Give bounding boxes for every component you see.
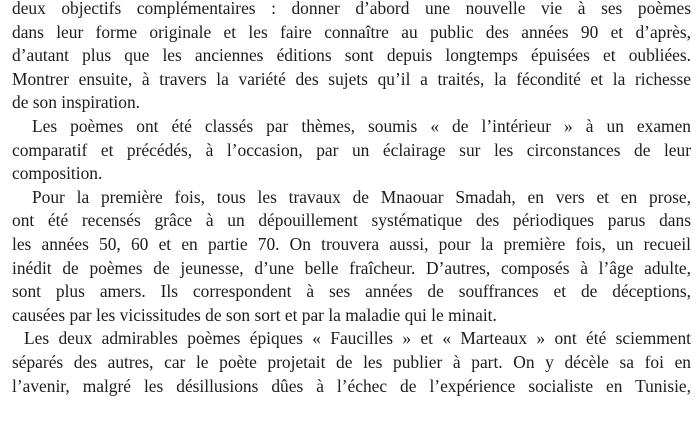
text-line: comparatif et précédés, à l’occasion, par un éclairage sur les circonstances de leur bbox=[12, 139, 691, 160]
text-line: causées par les vicissitudes de son sort et par la maladie qui le minait. bbox=[12, 304, 497, 325]
text-line: Pour la première fois, tous les travaux de Mnaouar Smadah, en vers et en prose, bbox=[32, 186, 691, 207]
text-line: Montrer ensuite, à travers la variété des sujets qu’il a traités, la fécondité et la richesse bbox=[12, 68, 691, 89]
text-line: l’avenir, malgré les désillusions dûes à l’échec de l’expérience socialiste en Tunisie, bbox=[12, 375, 691, 396]
text-line: ont été recensés grâce à un dépouillement systématique des périodiques parus dans bbox=[12, 210, 691, 231]
paragraph-1 bbox=[12, 0, 691, 115]
text-line: d’autant plus que les anciennes éditions sont depuis longtemps épuisées et oubliées. bbox=[12, 45, 691, 66]
text-line: sont plus amers. Ils correspondent à ses années de souffrances et de déceptions, bbox=[12, 281, 691, 302]
text-line: Les poèmes ont été classés par thèmes, soumis « de l’intérieur » à un examen bbox=[32, 115, 691, 136]
text-line: séparés des autres, car le poète projetait de les publier à part. On y décèle sa foi en bbox=[12, 351, 691, 372]
text-line: composition. bbox=[12, 163, 103, 184]
document-page bbox=[12, 0, 691, 398]
text-line: deux objectifs complémentaires : donner d’abord une nouvelle vie à ses poèmes bbox=[12, 0, 691, 18]
text-line: les années 50, 60 et en partie 70. On trouvera aussi, pour la première fois, un recueil bbox=[12, 233, 691, 254]
text-line: dans leur forme originale et les faire connaître au public des années 90 et d’après, bbox=[12, 21, 691, 42]
text-line: de son inspiration. bbox=[12, 92, 141, 113]
paragraph-4 bbox=[12, 327, 691, 398]
text-line: Les deux admirables poèmes épiques « Faucilles » et « Marteaux » ont été sciemment bbox=[24, 328, 691, 349]
paragraph-3 bbox=[12, 186, 691, 328]
text-line: inédit de poèmes de jeunesse, d’une belle fraîcheur. D’autres, composés à l’âge adulte, bbox=[12, 257, 691, 278]
paragraph-2 bbox=[12, 115, 691, 186]
